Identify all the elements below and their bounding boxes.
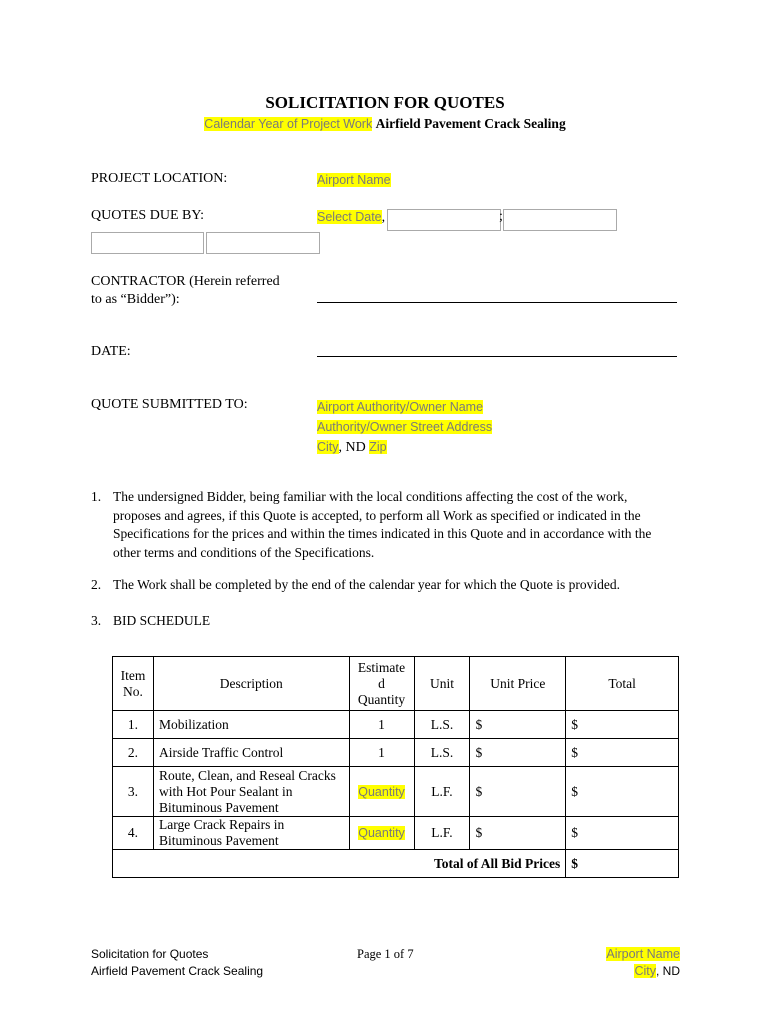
bid-schedule-heading: BID SCHEDULE <box>113 613 211 628</box>
item-total[interactable]: $ <box>566 711 679 739</box>
contractor-label-line1: CONTRACTOR (Herein referred <box>91 274 280 289</box>
description-line: Large Crack Repairs in <box>158 817 285 832</box>
state-text: , ND <box>338 440 370 455</box>
zip-placeholder[interactable]: Zip <box>369 440 387 454</box>
footer-airport-name-placeholder[interactable]: Airport Name <box>606 947 680 961</box>
item-total[interactable]: $ <box>566 817 679 850</box>
header-text: Quantity <box>357 691 406 707</box>
header-item-no <box>113 657 154 711</box>
contractor-label-line2: to as “Bidder”): <box>91 292 180 307</box>
authority-address-placeholder[interactable]: Authority/Owner Street Address <box>317 420 493 434</box>
description-line: Bituminous Pavement <box>158 833 279 848</box>
paragraph-1 <box>91 488 681 568</box>
paragraph-line: The Work shall be completed by the end of the calendar year for which the Quote is provided. <box>113 577 620 592</box>
paragraph-2 <box>91 576 681 596</box>
paragraph-line: proposes and agrees, if this Quote is accepted, to perform all Work as specified or indicated in the <box>113 507 641 523</box>
footer-project-name: Airfield Pavement Crack Sealing <box>91 963 264 978</box>
item-description: Mobilization <box>153 711 349 739</box>
footer-doc-title: Solicitation for Quotes <box>91 947 209 961</box>
table-total-row <box>113 850 679 878</box>
due-extra-field[interactable] <box>206 232 320 254</box>
item-description <box>153 767 349 817</box>
due-time-field[interactable] <box>387 209 501 231</box>
item-total[interactable]: $ <box>566 767 679 817</box>
header-text: d <box>378 675 385 691</box>
page-number: Page 1 of 7 <box>357 947 414 961</box>
date-comma: , <box>381 210 386 225</box>
header-total: Total <box>566 657 679 711</box>
description-line: Route, Clean, and Reseal Cracks <box>158 767 336 783</box>
project-name: Airfield Pavement Crack Sealing <box>375 116 566 131</box>
quotes-due-value-wrap <box>317 208 385 226</box>
item-quantity: 1 <box>349 711 414 739</box>
paragraph-number: 2. <box>91 577 102 592</box>
item-no: 2. <box>113 739 154 767</box>
item-no: 4. <box>113 817 154 850</box>
due-timezone-field[interactable] <box>91 232 204 254</box>
item-unit: L.F. <box>414 817 470 850</box>
calendar-year-placeholder[interactable]: Calendar Year of Project Work <box>204 117 373 131</box>
project-location-value-wrap <box>317 171 391 189</box>
item-unit-price[interactable]: $ <box>470 711 566 739</box>
quotes-due-label: QUOTES DUE BY: <box>91 208 205 223</box>
footer-state: , ND <box>656 963 680 978</box>
item-description <box>153 817 349 850</box>
footer-city-placeholder[interactable]: City <box>634 963 656 978</box>
table-row <box>113 711 679 739</box>
item-unit: L.S. <box>414 739 470 767</box>
item-unit: L.F. <box>414 767 470 817</box>
paragraph-text <box>113 488 651 562</box>
header-quantity <box>349 657 414 711</box>
description-line: with Hot Pour Sealant in <box>158 783 293 799</box>
paragraph-line: other terms and conditions of the Specifications. <box>113 544 375 560</box>
contractor-signature-line[interactable] <box>317 302 677 303</box>
document-title: SOLICITATION FOR QUOTES <box>265 93 505 112</box>
table-row <box>113 767 679 817</box>
document-subtitle <box>0 116 770 132</box>
item-no: 1. <box>113 711 154 739</box>
header-text: No. <box>123 683 143 699</box>
item-description: Airside Traffic Control <box>153 739 349 767</box>
item-unit: L.S. <box>414 711 470 739</box>
grand-total[interactable]: $ <box>566 850 679 878</box>
item-unit-price[interactable]: $ <box>470 767 566 817</box>
paragraph-number: 1. <box>91 489 102 504</box>
submitted-to-label: QUOTE SUBMITTED TO: <box>91 397 248 412</box>
date-label: DATE: <box>91 344 131 359</box>
city-placeholder[interactable]: City <box>317 440 339 454</box>
bid-schedule-table <box>112 656 679 878</box>
paragraph-line: Specifications for the prices and within the times indicated in this Quote and in accordance with the <box>113 526 652 541</box>
paragraph-number: 3. <box>91 613 102 628</box>
contractor-label <box>91 273 280 309</box>
table-row <box>113 817 679 850</box>
header-description: Description <box>153 657 349 711</box>
due-semicolon: ; <box>499 209 503 224</box>
submitted-to-address <box>317 397 492 457</box>
item-quantity <box>349 817 414 850</box>
quantity-placeholder[interactable]: Quantity <box>358 826 405 840</box>
item-unit-price[interactable]: $ <box>470 817 566 850</box>
authority-name-placeholder[interactable]: Airport Authority/Owner Name <box>317 400 484 414</box>
item-no: 3. <box>113 767 154 817</box>
select-date-placeholder[interactable]: Select Date <box>317 210 382 224</box>
header-unit: Unit <box>414 657 470 711</box>
header-unit-price: Unit Price <box>470 657 566 711</box>
item-unit-price[interactable]: $ <box>470 739 566 767</box>
project-location-label: PROJECT LOCATION: <box>91 171 228 186</box>
total-label: Total of All Bid Prices <box>113 850 566 878</box>
airport-name-placeholder[interactable]: Airport Name <box>317 173 391 187</box>
footer-left <box>91 946 263 979</box>
date-line[interactable] <box>317 356 677 357</box>
item-quantity <box>349 767 414 817</box>
description-line: Bituminous Pavement <box>158 799 279 815</box>
header-text: Item <box>120 667 146 683</box>
footer-right <box>606 946 680 979</box>
paragraph-3 <box>91 612 681 632</box>
quantity-placeholder[interactable]: Quantity <box>358 784 405 799</box>
table-row <box>113 739 679 767</box>
paragraph-line: The undersigned Bidder, being familiar with the local conditions affecting the cost of the work, <box>113 489 628 504</box>
table-header-row <box>113 657 679 711</box>
item-total[interactable]: $ <box>566 739 679 767</box>
item-quantity: 1 <box>349 739 414 767</box>
header-text: Estimate <box>357 659 406 675</box>
due-ampm-field[interactable] <box>503 209 617 231</box>
